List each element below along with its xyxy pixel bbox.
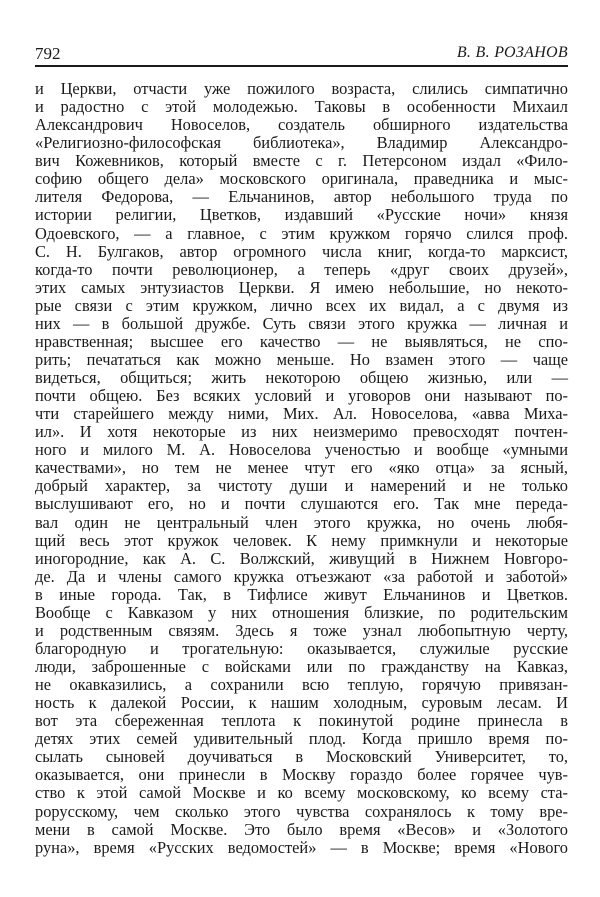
text-line: де. Да и члены самого кружка отъезжают «за работой и заботой»	[35, 566, 568, 586]
text-line: в иные города. Так, в Тифлисе живут Ельчанинов и Цветков.	[35, 584, 568, 604]
text-line: вот эта сбереженная теплота к покинутой родине принесла в	[35, 711, 568, 731]
text-line: чти старейшего между ними, Мих. Ал. Новоселова, «авва Миха-	[35, 404, 568, 424]
header-rule	[35, 65, 568, 67]
text-line: этих самых энтузиастов Церкви. Я имею небольшие, но некото-	[35, 277, 568, 297]
running-title: В. В. РОЗАНОВ	[456, 44, 568, 61]
text-line: С. Н. Булгаков, автор огромного числа книг, когда-то марксист,	[35, 241, 568, 261]
text-line: «Религиозно-философская библиотека», Владимир Александро-	[35, 133, 568, 153]
text-line: рить; печататься как можно меньше. Но взамен этого — чаще	[35, 349, 568, 369]
text-line: люди, заброшенные с войсками или по гражданству на Кавказ,	[35, 657, 568, 676]
text-line: выслушивают его, но и почти слушаются его. Так мне переда-	[35, 494, 568, 514]
text-line: ность к далекой России, к нашим холодным, суровым лесам. И	[35, 693, 568, 713]
text-line: почти общею. Без всяких условий и уговоров они называют по-	[35, 386, 568, 406]
page-number: 792	[35, 44, 61, 63]
body-text	[35, 80, 568, 857]
text-line: рорусскому, чем сколько этого чувства сохранялось к тому вре-	[35, 801, 568, 821]
text-line: видеться, общиться; жить некоторою общею жизнью, или —	[35, 368, 568, 387]
text-line: ство к этой самой Москве и ко всему московскому, ко всему ста-	[35, 783, 568, 803]
text-line: качествами», но тем не менее чтут его «яко отца» за ясный,	[35, 458, 568, 478]
text-line: и родственным связям. Здесь я тоже узнал любопытную черту,	[35, 620, 568, 640]
text-line: иногородние, как А. С. Волжский, живущий в Нижнем Новгоро-	[35, 548, 568, 568]
text-line: когда-то почти революционер, а теперь «друг своих друзей»,	[35, 259, 568, 279]
text-line: щий весь этот кружок человек. К нему примкнули и некоторые	[35, 530, 568, 550]
text-line: не окавказились, а сохранили всю теплую, горячую привязан-	[35, 675, 568, 695]
text-line: ил». И хотя некоторые из них неизмеримо превосходят почтен-	[35, 422, 568, 442]
text-line: вал один не центральный член этого кружка, но очень любя-	[35, 512, 568, 532]
text-line: ного и милого М. А. Новоселова ученостью и вообще «умными	[35, 440, 568, 460]
text-line: лителя Федорова, — Ельчанинов, автор небольшого труда по	[35, 187, 568, 207]
text-line: Вообще с Кавказом у них отношения близкие, по родительским	[35, 602, 568, 622]
text-line: нравственная; высшее его качество — не выявляться, не спо-	[35, 331, 568, 351]
text-line: Одоевского, — а главное, с этим кружком горячо слился проф.	[35, 223, 568, 243]
page-header	[35, 44, 568, 64]
text-line: благородную и трогательную: оказывается, служилые русские	[35, 638, 568, 658]
text-line: сылать сыновей доучиваться в Московский Университет, то,	[35, 747, 568, 767]
text-line: софию общего дела» московского оригинала, праведника и мыс-	[35, 169, 568, 189]
text-line: истории религии, Цветков, издавший «Русские ночи» князя	[35, 205, 568, 225]
text-line: и Церкви, отчасти уже пожилого возраста, слились симпатично	[35, 79, 568, 98]
text-line: мени в самой Москве. Это было время «Весов» и «Золотого	[35, 819, 568, 839]
text-line: и радостно с этой молодежью. Таковы в особенности Михаил	[35, 97, 568, 117]
text-line: руна», время «Русских ведомостей» — в Москве; время «Нового	[35, 837, 568, 857]
text-line: добрый характер, за чистоту души и намерений и не только	[35, 476, 568, 496]
text-line: детях этих семей удивительный плод. Когда пришло время по-	[35, 729, 568, 749]
text-line: них — в большой дружбе. Суть связи этого кружка — личная и	[35, 313, 568, 333]
text-line: вич Кожевников, который вместе с г. Петерсоном издал «Фило-	[35, 151, 568, 171]
text-line: рые связи с этим кружком, лично всех их видал, а с двумя из	[35, 295, 568, 315]
text-line: оказывается, они принесли в Москву гораздо более горячее чув-	[35, 765, 568, 785]
text-line: Александрович Новоселов, создатель обширного издательства	[35, 115, 568, 135]
